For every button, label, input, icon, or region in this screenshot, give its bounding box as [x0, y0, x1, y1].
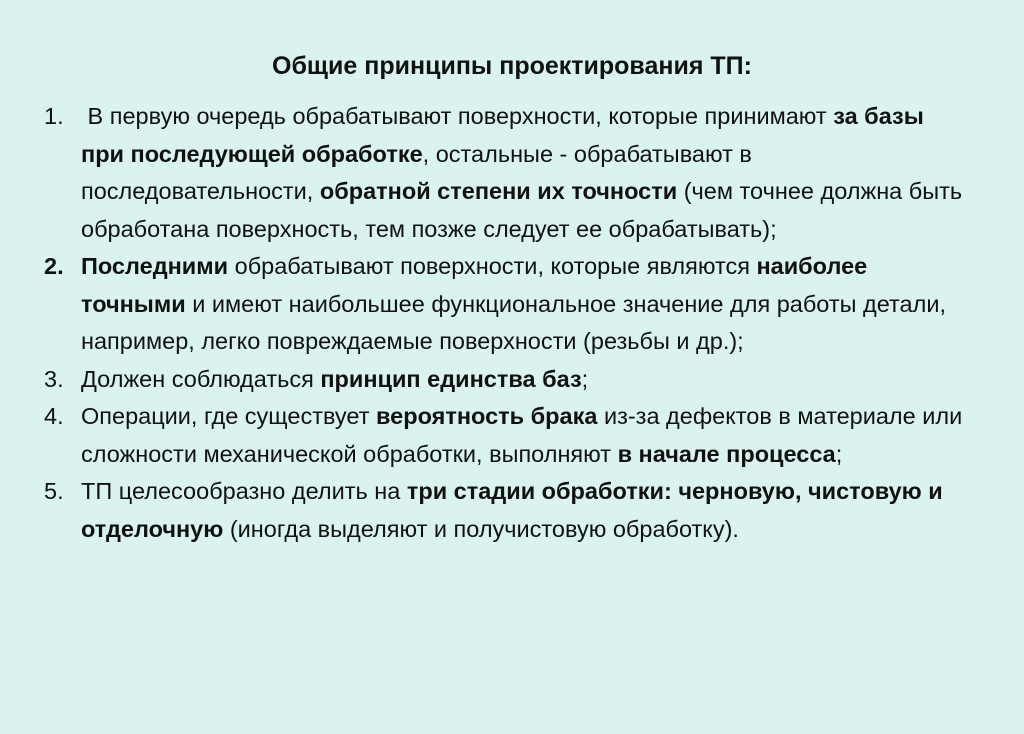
text: (чем точнее должна быть обработана поверхность, тем позже следует ее обрабатывать); — [81, 178, 969, 242]
list-item — [44, 398, 969, 473]
list-item-number: 4. — [44, 403, 64, 429]
list-item — [44, 98, 969, 248]
bold-text: наиболее точными — [81, 253, 874, 317]
text: В первую очередь обрабатывают поверхности, которые принимают — [81, 103, 834, 129]
list-item-number: 2. — [44, 253, 64, 279]
list-item — [44, 361, 964, 399]
list-item-number: 5. — [44, 478, 64, 504]
bold-text: Последними — [81, 253, 229, 279]
bold-text: три стадии обработки: черновую, чистовую и отделочную — [81, 478, 950, 542]
list-item — [44, 473, 964, 548]
text: ТП целесообразно делить на — [81, 478, 407, 504]
list-item-text — [81, 248, 964, 361]
slide-title: Общие принципы проектирования ТП: — [272, 52, 752, 80]
list-item — [44, 248, 964, 361]
text: из-за дефектов в материале или сложности механической обработки, выполняют — [81, 403, 969, 467]
text: ; — [835, 440, 843, 467]
list-item-text — [81, 398, 969, 473]
bold-text: обратной степени их точности — [319, 178, 678, 204]
text: Должен соблюдаться — [81, 365, 321, 392]
text: ; — [581, 365, 589, 392]
text: (иногда выделяют и получистовую обработку). — [223, 515, 739, 542]
bold-text: за базы при последующей обработке — [81, 103, 931, 167]
principles-list — [44, 98, 969, 548]
text: обрабатывают поверхности, которые являются — [228, 253, 757, 279]
text: , остальные - обрабатывают в последовательности, — [81, 140, 759, 204]
text: и имеют наибольшее функциональное значение для работы детали, например, легко повреждаемые поверхности (резьбы и др.); — [81, 290, 953, 354]
bold-text: принцип единства баз — [320, 365, 582, 392]
list-item-text — [81, 361, 964, 399]
bold-text: вероятность брака — [376, 403, 598, 429]
text: Операции, где существует — [81, 403, 377, 429]
list-item-number: 3. — [44, 365, 64, 392]
list-item-number: 1. — [44, 103, 64, 129]
list-item-text — [81, 98, 969, 248]
bold-text: в начале процесса — [617, 440, 836, 467]
list-item-text — [81, 473, 964, 548]
